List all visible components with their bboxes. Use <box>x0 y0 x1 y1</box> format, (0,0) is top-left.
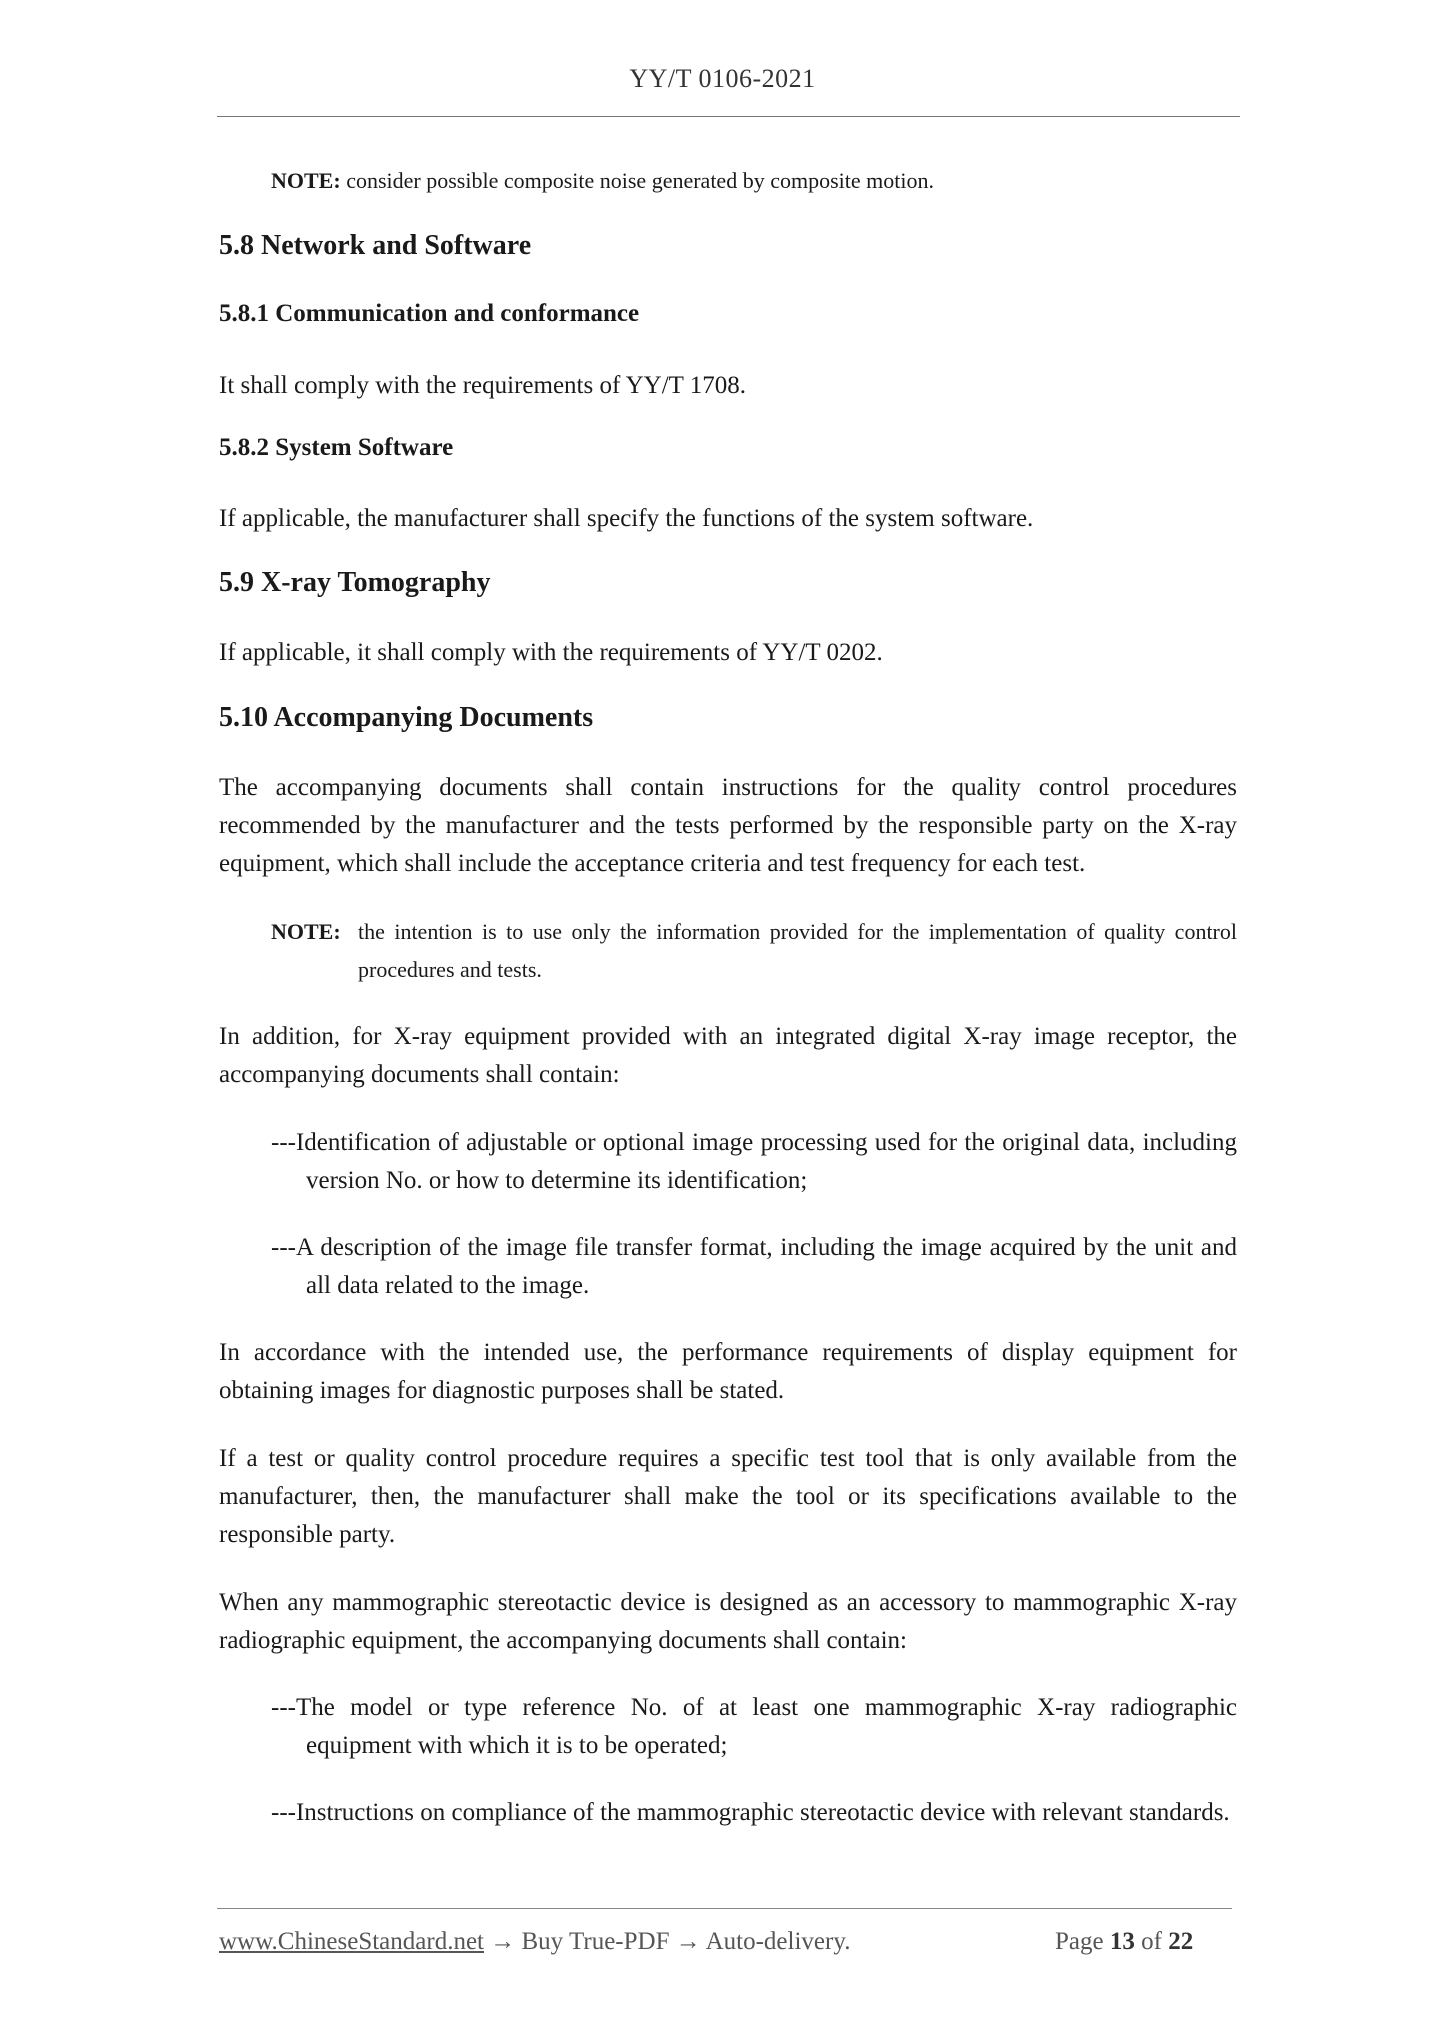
arrow-right-icon: → <box>490 1928 516 1955</box>
note-text: the intention is to use only the information provided for the implementation of quality control procedures and tests. <box>358 919 1237 982</box>
note-text: consider possible composite noise generated by composite motion. <box>346 168 934 193</box>
heading-5-8-1: 5.8.1 Communication and conformance <box>219 300 640 327</box>
heading-5-10: 5.10 Accompanying Documents <box>219 702 594 733</box>
para-digital-receptor: In addition, for X-ray equipment provided with an integrated digital X-ray image receptor, the accompanying documents shall contain: <box>219 1023 1237 1088</box>
para-display-equipment: In accordance with the intended use, the performance requirements of display equipment for obtaining images for diagnostic purposes shall be stated. <box>219 1339 1237 1404</box>
footer-divider <box>217 1908 1232 1909</box>
bullet-image-processing: ---Identification of adjustable or optional image processing used for the original data, including version No. or how to determine its identification; <box>271 1129 1237 1194</box>
of-word: of <box>1141 1928 1162 1955</box>
note-label: NOTE: <box>271 168 341 193</box>
bullet-compliance-instructions: ---Instructions on compliance of the mammographic stereotactic device with relevant standards. <box>271 1799 1230 1826</box>
note-quality-control <box>271 913 1237 989</box>
para-5-8-2: If applicable, the manufacturer shall specify the functions of the system software. <box>219 505 1034 532</box>
para-5-10-intro: The accompanying documents shall contain instructions for the quality control procedures recommended by the manufacturer and the tests performed by the responsible party on the X-ray equipment, which shall include the acceptance criteria and test frequency for each test. <box>219 774 1237 877</box>
footer-promo <box>219 1928 850 1956</box>
para-stereotactic-device: When any mammographic stereotactic device is designed as an accessory to mammographic X-ray radiographic equipment, the accompanying documents shall contain: <box>219 1589 1237 1654</box>
page-number: 13 <box>1109 1928 1135 1955</box>
para-test-tool: If a test or quality control procedure requires a specific test tool that is only available from the manufacturer, then, the manufacturer shall make the tool or its specifications available to the responsible party. <box>219 1445 1237 1548</box>
footer-page-indicator <box>1055 1928 1193 1956</box>
para-5-8-1: It shall comply with the requirements of YY/T 1708. <box>219 372 746 399</box>
para-5-9: If applicable, it shall comply with the requirements of YY/T 0202. <box>219 639 883 666</box>
heading-5-9: 5.9 X-ray Tomography <box>219 567 491 598</box>
bullet-model-reference: ---The model or type reference No. of at least one mammographic X-ray radiographic equipment with which it is to be operated; <box>271 1694 1237 1759</box>
footer-site-link[interactable]: www.ChineseStandard.net <box>219 1928 484 1955</box>
header-doc-id: YY/T 0106-2021 <box>629 64 816 93</box>
heading-5-8: 5.8 Network and Software <box>219 230 532 261</box>
note-composite-noise <box>271 162 934 200</box>
header-divider <box>217 116 1240 117</box>
bullet-file-transfer: ---A description of the image file transfer format, including the image acquired by the unit and all data related to the image. <box>271 1234 1237 1299</box>
footer-buy-text: Buy True-PDF <box>521 1928 670 1955</box>
page-word: Page <box>1055 1928 1104 1955</box>
footer-delivery-text: Auto-delivery. <box>705 1928 851 1955</box>
heading-5-8-2: 5.8.2 System Software <box>219 434 454 461</box>
note-label: NOTE: <box>271 919 341 944</box>
page-total: 22 <box>1168 1928 1194 1955</box>
arrow-right-icon: → <box>675 1928 701 1955</box>
